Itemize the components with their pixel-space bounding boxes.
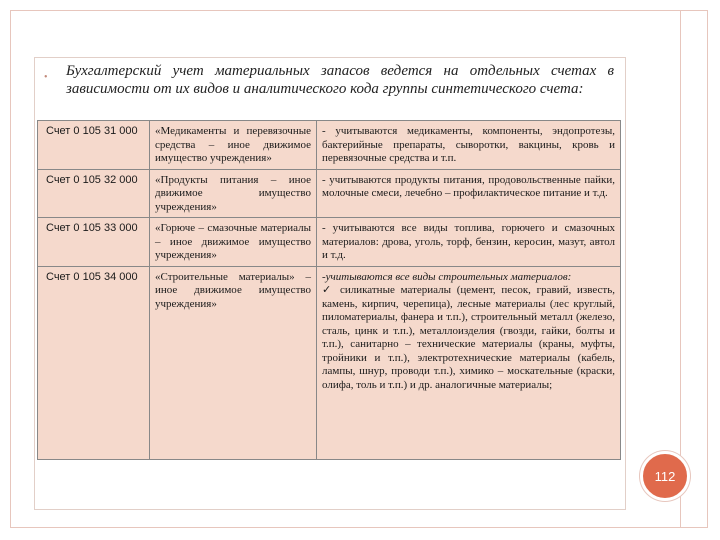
account-code: Счет 0 105 33 000 (38, 218, 150, 267)
account-description: - учитываются медикаменты, компоненты, эндопротезы, бактерийные препараты, сыворотки, вакцины, кровь и перевязочные средства и т.п. (317, 121, 621, 170)
page-number-badge: 112 (640, 451, 690, 501)
slide-right-rule (680, 10, 681, 528)
account-description: ✓ силикатные материалы (цемент, песок, гравий, известь, камень, кирпич, черепица), лесные материалы (лес круглый, пиломатериалы, фанера и т.п.), строительный металл (железо, сталь, цинк и т.п.), металлоизделия (гвозди, гайки, болты и т.п.), санитарно – технические материалы (краны, муфты, тройники и т.п.), электротехнические материалы (кабель, лампы, шнур, проводи т.п.), химико – москательные (краски, олифа, толь и т.п.) и др. аналогичные материалы; (322, 284, 615, 391)
table-row (38, 218, 621, 267)
account-code: Счет 0 105 31 000 (38, 121, 150, 170)
account-code: Счет 0 105 32 000 (38, 169, 150, 218)
account-description: - учитываются все виды топлива, горючего и смазочных материалов: дрова, уголь, торф, бензин, керосин, мазут, автол и т.д. (317, 218, 621, 267)
account-description-cell (317, 266, 621, 459)
account-description: - учитываются продукты питания, продовольственные пайки, молочные смеси, лечебно – профилактическое питание и т.д. (317, 169, 621, 218)
account-name: «Продукты питания – иное движимое имущество учреждения» (150, 169, 317, 218)
bullet-icon: • (44, 72, 48, 83)
table-row (38, 169, 621, 218)
account-name: «Медикаменты и перевязочные средства – иное движимое имущество учреждения» (150, 121, 317, 170)
account-name: «Горюче – смазочные материалы – иное движимое имущество учреждения» (150, 218, 317, 267)
table-row (38, 266, 621, 459)
intro-text: Бухгалтерский учет материальных запасов ведется на отдельных счетах в зависимости от их видов и аналитического кода группы синтетического счета: (66, 63, 614, 97)
account-name: «Строительные материалы» – иное движимое имущество учреждения» (150, 266, 317, 459)
account-description-intro: -учитываются все виды строительных материалов: (322, 270, 572, 283)
table-row (38, 121, 621, 170)
account-code: Счет 0 105 34 000 (38, 266, 150, 459)
accounts-table (37, 120, 621, 460)
